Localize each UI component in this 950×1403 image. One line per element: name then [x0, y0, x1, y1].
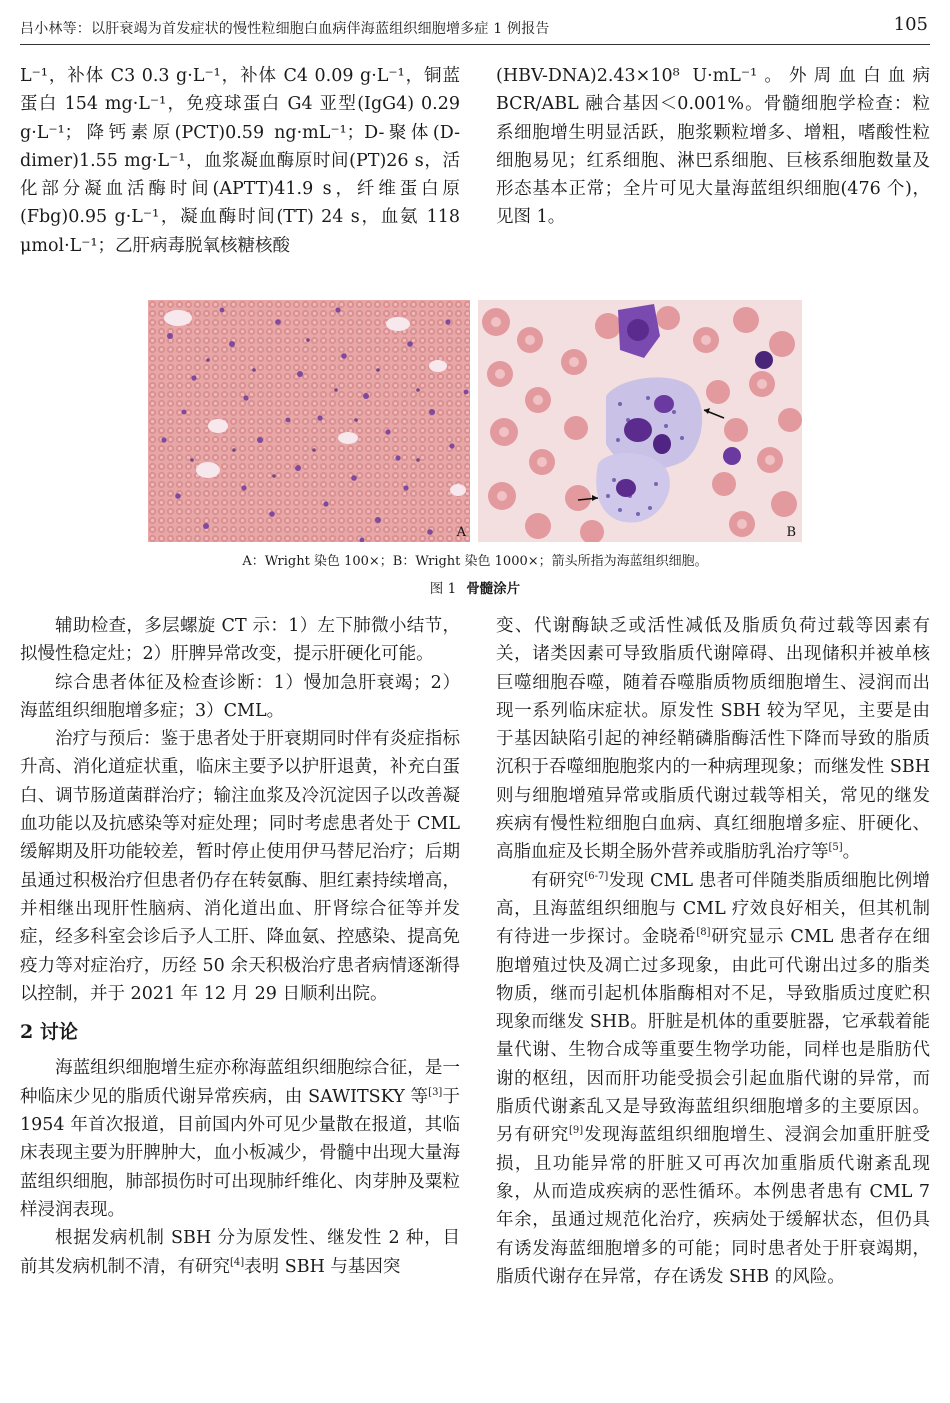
- citation-ref: [6-7]: [584, 870, 609, 882]
- imaging-paragraph: 辅助检查，多层螺旋 CT 示：1）左下肺微小结节，拟慢性稳定灶；2）肝脾异常改变，提示肝硬化可能。: [20, 616, 460, 665]
- lab-results-paragraph: L⁻¹，补体 C3 0.3 g·L⁻¹，补体 C4 0.09 g·L⁻¹，铜蓝蛋白 154 mg·L⁻¹，免疫球蛋白 G4 亚型(IgG4) 0.29 g·L⁻¹；降钙素原(PCT)0.59 ng·mL⁻¹；D-聚体(D-dimer)1.55 mg·L⁻¹，血浆凝血酶原时间(PT)26 s，活化部分凝血活酶时间(APTT)41.9 s，纤维蛋白原(Fbg)0.95 g·L⁻¹，凝血酶时间(TT) 24 s，血氨 118 μmol·L⁻¹；乙肝病毒脱氧核糖核酸: [20, 66, 460, 256]
- figure-title: 骨髓涂片: [466, 581, 521, 597]
- section-heading-discussion: 2 讨论: [20, 1021, 78, 1044]
- bone-marrow-smear-high-power-image: [478, 300, 802, 542]
- page-number: 105: [893, 14, 928, 35]
- figure-1: [148, 300, 802, 542]
- citation-ref: [4]: [230, 1256, 245, 1268]
- right-column-top: [496, 62, 930, 232]
- running-header: [20, 14, 930, 45]
- bone-marrow-smear-low-power-image: [148, 300, 470, 542]
- bone-marrow-paragraph: (HBV-DNA)2.43×10⁸ U·mL⁻¹。外周血白血病 BCR/ABL 融合基因＜0.001%。骨髓细胞学检查：粒系细胞增生明显活跃，胞浆颗粒增多、增粗，嗜酸性粒细胞易见；红系细胞、淋巴系细胞、巨核系细胞数量及形态基本正常；全片可见大量海蓝组织细胞(476 个)，见图 1。: [496, 66, 930, 228]
- right-column-bottom: [496, 612, 930, 1291]
- panel-b-label: B: [786, 525, 796, 540]
- citation-ref: [9]: [569, 1125, 584, 1137]
- figure-number: 图 1: [429, 581, 457, 597]
- citation-ref: [3]: [428, 1086, 443, 1098]
- figure-caption: [0, 577, 950, 597]
- figure-panel-b: [478, 300, 802, 542]
- citation-ref: [5]: [828, 842, 843, 854]
- left-column-bottom: [20, 612, 460, 1281]
- citation-ref: [8]: [696, 927, 711, 939]
- figure-panel-a: [148, 300, 470, 542]
- running-title: 吕小林等：以肝衰竭为首发症状的慢性粒细胞白血病伴海蓝组织细胞增多症 1 例报告: [20, 21, 550, 37]
- discussion-paragraph-3: 有研究[6-7]发现 CML 患者可伴随类脂质细胞比例增高，且海蓝组织细胞与 CML 疗效良好相关，但其机制有待进一步探讨。金晓希[8]研究显示 CML 患者存在细胞增殖过快及凋亡过多现象，由此可代谢出过多的脂类物质，继而引起机体脂酶相对不足，导致脂质过度贮积现象而继发 SHB。肝脏是机体的重要脏器，它承载着能量代谢、生物合成等重要生物学功能，同样也是脂肪代谢的枢纽，因而肝功能受损会引起血脂代谢的异常，而脂质代谢紊乱又是导致海蓝组织细胞增多的主要原因。另有研究[9]发现海蓝组织细胞增生、浸润会加重肝脏受损，且功能异常的肝脏又可再次加重脂质代谢紊乱现象，从而造成疾病的恶性循环。本例患者患有 CML 7 年余，虽通过规范化治疗，疾病处于缓解状态，但仍具有诱发海蓝细胞增多的可能；同时患者处于肝衰竭期，脂质代谢存在异常，存在诱发 SHB 的风险。: [496, 870, 931, 1287]
- figure-note: A：Wright 染色 100×；B：Wright 染色 1000×；箭头所指为海蓝组织细胞。: [242, 554, 708, 569]
- discussion-paragraph-1: 海蓝组织细胞增生症亦称海蓝组织细胞综合征，是一种临床少见的脂质代谢异常疾病，由 SAWITSKY 等[3]于 1954 年首次报道，目前国内外可见少量散在报道，其临床表现主要为肝脾肿大，血小板减少，骨髓中出现大量海蓝组织细胞，肺部损伤时可出现肺纤维化、肉芽肿及粟粒样浸润表现。: [20, 1058, 460, 1220]
- treatment-paragraph: 治疗与预后：鉴于患者处于肝衰期同时伴有炎症指标升高、消化道症状重，临床主要予以护肝退黄，补充白蛋白、调节肠道菌群治疗；输注血浆及冷沉淀因子以改善凝血功能以及抗感染等对症处理；同时考虑患者处于 CML 缓解期及肝功能较差，暂时停止使用伊马替尼治疗；后期虽通过积极治疗但患者仍存在转氨酶、胆红素持续增高，并相继出现肝性脑病、消化道出血、肝肾综合征等并发症，经多科室会诊后予人工肝、降血氨、控感染、提高免疫力等对症治疗，历经 50 余天积极治疗患者病情逐渐得以控制，并于 2021 年 12 月 29 日顺利出院。: [20, 729, 460, 1004]
- left-column-top: [20, 62, 460, 260]
- diagnosis-paragraph: 综合患者体征及检查诊断：1）慢加急肝衰竭；2）海蓝组织细胞增多症；3）CML。: [20, 672, 460, 721]
- discussion-paragraph-2: 根据发病机制 SBH 分为原发性、继发性 2 种，目前其发病机制不清，有研究[4]表明 SBH 与基因突: [20, 1228, 460, 1277]
- discussion-paragraph-2-continued: 变、代谢酶缺乏或活性减低及脂质负荷过载等因素有关，诸类因素可导致脂质代谢障碍、出现储积并被单核巨噬细胞吞噬，随着吞噬脂质物质细胞增生、浸润而出现一系列临床症状。原发性 SBH 较为罕见，主要是由于基因缺陷引起的神经鞘磷脂酶活性下降而导致的脂质沉积于吞噬细胞胞浆内的一种病理现象；而继发性 SBH 则与细胞增殖异常或脂质代谢过载等相关，常见的继发疾病有慢性粒细胞白血病、真红细胞增多症、肝硬化、高脂血症及长期全肠外营养或脂肪乳治疗等[5]。: [496, 616, 930, 863]
- panel-a-label: A: [456, 525, 466, 540]
